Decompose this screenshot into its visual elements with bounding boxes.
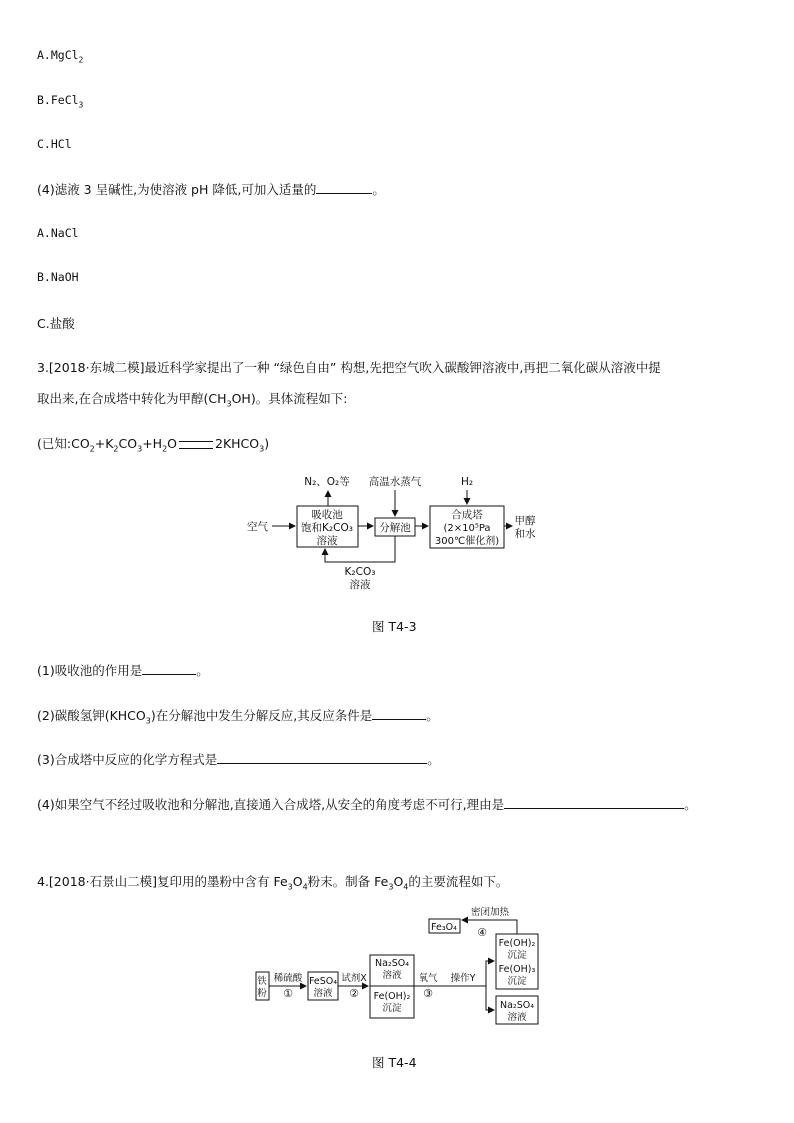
feso4-label: FeSO₄ [308, 976, 338, 987]
mixture-box [370, 955, 414, 1018]
decomposition-tank-box [375, 518, 415, 536]
option-text: A.MgCl [37, 48, 79, 62]
step2-label: ② [349, 987, 359, 1000]
subscript: 2 [89, 444, 95, 454]
feso4-box [308, 972, 338, 1000]
question-3-part-1 [37, 661, 209, 679]
absorption-tank-content: 饱和K₂CO₃ [301, 522, 353, 534]
h2-label: H₂ [460, 476, 474, 488]
punctuation: 。 [372, 182, 385, 197]
question-text: (2)碳酸氢钾(KHCO [37, 708, 146, 723]
question-3-intro-line2 [37, 389, 347, 409]
text: 的主要流程如下。 [408, 874, 509, 889]
synthesis-condition-pressure: (2×10⁵Pa [443, 523, 491, 534]
option-a-mgcl2 [37, 48, 83, 64]
precipitate-feoh3: Fe(OH)₃ [498, 964, 536, 975]
synthesis-tower-title: 合成塔 [451, 509, 483, 521]
synthesis-condition-temp: 300℃催化剂) [434, 536, 500, 547]
step1-label: ① [283, 987, 293, 1000]
air-label: 空气 [247, 521, 268, 533]
subscript: 3 [226, 399, 232, 409]
option-text: B.FeCl [37, 93, 79, 107]
text: ) [264, 436, 270, 451]
answer-blank[interactable] [504, 796, 684, 809]
product-label-2: 和水 [514, 528, 536, 540]
figure-caption-t4-3: 图 T4-3 [372, 619, 417, 634]
answer-blank[interactable] [217, 751, 427, 764]
text: +H [142, 436, 163, 451]
subscript: 3 [78, 100, 84, 110]
decomposition-tank-title: 分解池 [379, 522, 411, 534]
subscript: 3 [259, 444, 265, 454]
equals-sign [179, 441, 213, 449]
subscript: 4 [403, 882, 409, 892]
text: O [292, 874, 303, 889]
recycle-arrow [325, 536, 395, 562]
text: 取出来,在合成塔中转化为甲醇(CH [37, 391, 227, 406]
question-2-part-4 [37, 180, 385, 198]
punctuation: 。 [426, 708, 439, 723]
to-precipitate-arrow [480, 961, 494, 986]
na2so4-label-2: 溶液 [382, 970, 402, 981]
option-c-hcl-solution: C.盐酸 [37, 316, 75, 331]
n2-o2-label: N₂、O₂等 [304, 476, 350, 488]
feoh2-label-2: 沉淀 [382, 1003, 402, 1014]
subscript: 2 [78, 55, 84, 65]
synthesis-tower-box [430, 506, 504, 548]
subscript: 2 [162, 444, 168, 454]
question-text: (1)吸收池的作用是 [37, 663, 143, 678]
question-4-intro [37, 872, 508, 892]
na2so4-label: Na₂SO₄ [374, 958, 410, 969]
answer-blank[interactable] [142, 662, 196, 675]
option-b-fecl3 [37, 93, 83, 109]
precipitate-box [496, 934, 538, 989]
feso4-label-2: 溶液 [313, 988, 333, 999]
question-3-part-3 [37, 750, 440, 768]
figure-caption-t4-4: 图 T4-4 [372, 1055, 417, 1070]
punctuation: 。 [196, 663, 209, 678]
precipitate-feoh3-2: 沉淀 [507, 976, 527, 987]
acid-label: 稀硫酸 [273, 973, 303, 984]
punctuation: 。 [427, 752, 440, 767]
heat-label: 密闭加热 [470, 907, 510, 918]
product-label-1: 甲醇 [514, 515, 536, 527]
subscript: 3 [137, 444, 143, 454]
na2so4-out-box [496, 996, 538, 1024]
oxygen-label: 氧气 [418, 973, 438, 984]
subscript: 3 [388, 882, 394, 892]
recycle-label-1: K₂CO₃ [344, 566, 376, 578]
text: O [167, 436, 177, 451]
na2so4-out-label-2: 溶液 [507, 1012, 527, 1023]
question-text: )在分解池中发生分解反应,其反应条件是 [150, 708, 373, 723]
subscript: 4 [302, 882, 308, 892]
text: OH)。具体流程如下: [231, 391, 348, 406]
reagent-x-label: 试剂X [341, 973, 367, 984]
na2so4-out-label: Na₂SO₄ [499, 1000, 535, 1011]
option-c-hcl: C.HCl [37, 137, 72, 151]
recycle-label-2: 溶液 [349, 579, 371, 591]
text: CO [118, 436, 138, 451]
feoh2-label: Fe(OH)₂ [373, 991, 411, 1002]
text: O [393, 874, 404, 889]
option-a-nacl: A.NaCl [37, 226, 79, 240]
text: +K [94, 436, 114, 451]
subscript: 2 [113, 444, 119, 454]
text: 粉末。制备 Fe [307, 874, 389, 889]
answer-blank[interactable] [316, 181, 372, 194]
question-text: (3)合成塔中反应的化学方程式是 [37, 752, 218, 767]
iron-label-1: 铁 [257, 976, 267, 987]
fe3o4-box [429, 919, 460, 933]
absorption-tank-content2: 溶液 [316, 535, 338, 547]
text: (已知:CO [37, 436, 90, 451]
question-3-intro-line1: 3.[2018·东城二模]最近科学家提出了一种 “绿色自由” 构想,先把空气吹入碳酸钾溶液中,再把二氧化碳从溶液中提 [37, 360, 661, 375]
step3-label: ③ [423, 987, 433, 1000]
text: 4.[2018·石景山二模]复印用的墨粉中含有 Fe [37, 874, 288, 889]
steam-label: 高温水蒸气 [368, 476, 422, 488]
question-3-part-4 [37, 795, 697, 813]
text: 2KHCO [215, 436, 260, 451]
absorption-tank-box [297, 506, 358, 547]
subscript: 3 [287, 882, 293, 892]
step4-arrow [462, 920, 517, 934]
step4-label: ④ [477, 926, 487, 939]
iron-powder-box [256, 972, 269, 1000]
question-3-part-2 [37, 706, 439, 726]
fe3o4-label: Fe₃O₄ [431, 922, 457, 933]
precipitate-feoh2-2: 沉淀 [507, 950, 527, 961]
known-equation [37, 434, 269, 454]
subscript: 3 [145, 716, 151, 726]
option-b-naoh: B.NaOH [37, 270, 79, 284]
precipitate-feoh2: Fe(OH)₂ [498, 938, 536, 949]
question-text: (4)如果空气不经过吸收池和分解池,直接通入合成塔,从安全的角度考虑不可行,理由是 [37, 797, 505, 812]
iron-label-2: 粉 [257, 988, 267, 999]
answer-blank[interactable] [372, 707, 426, 720]
to-na2so4-arrow [486, 986, 494, 1010]
punctuation: 。 [684, 797, 697, 812]
question-text: (4)滤液 3 呈碱性,为使溶液 pH 降低,可加入适量的 [37, 182, 317, 197]
absorption-tank-title: 吸收池 [311, 509, 343, 521]
operation-y-label: 操作Y [450, 973, 476, 984]
